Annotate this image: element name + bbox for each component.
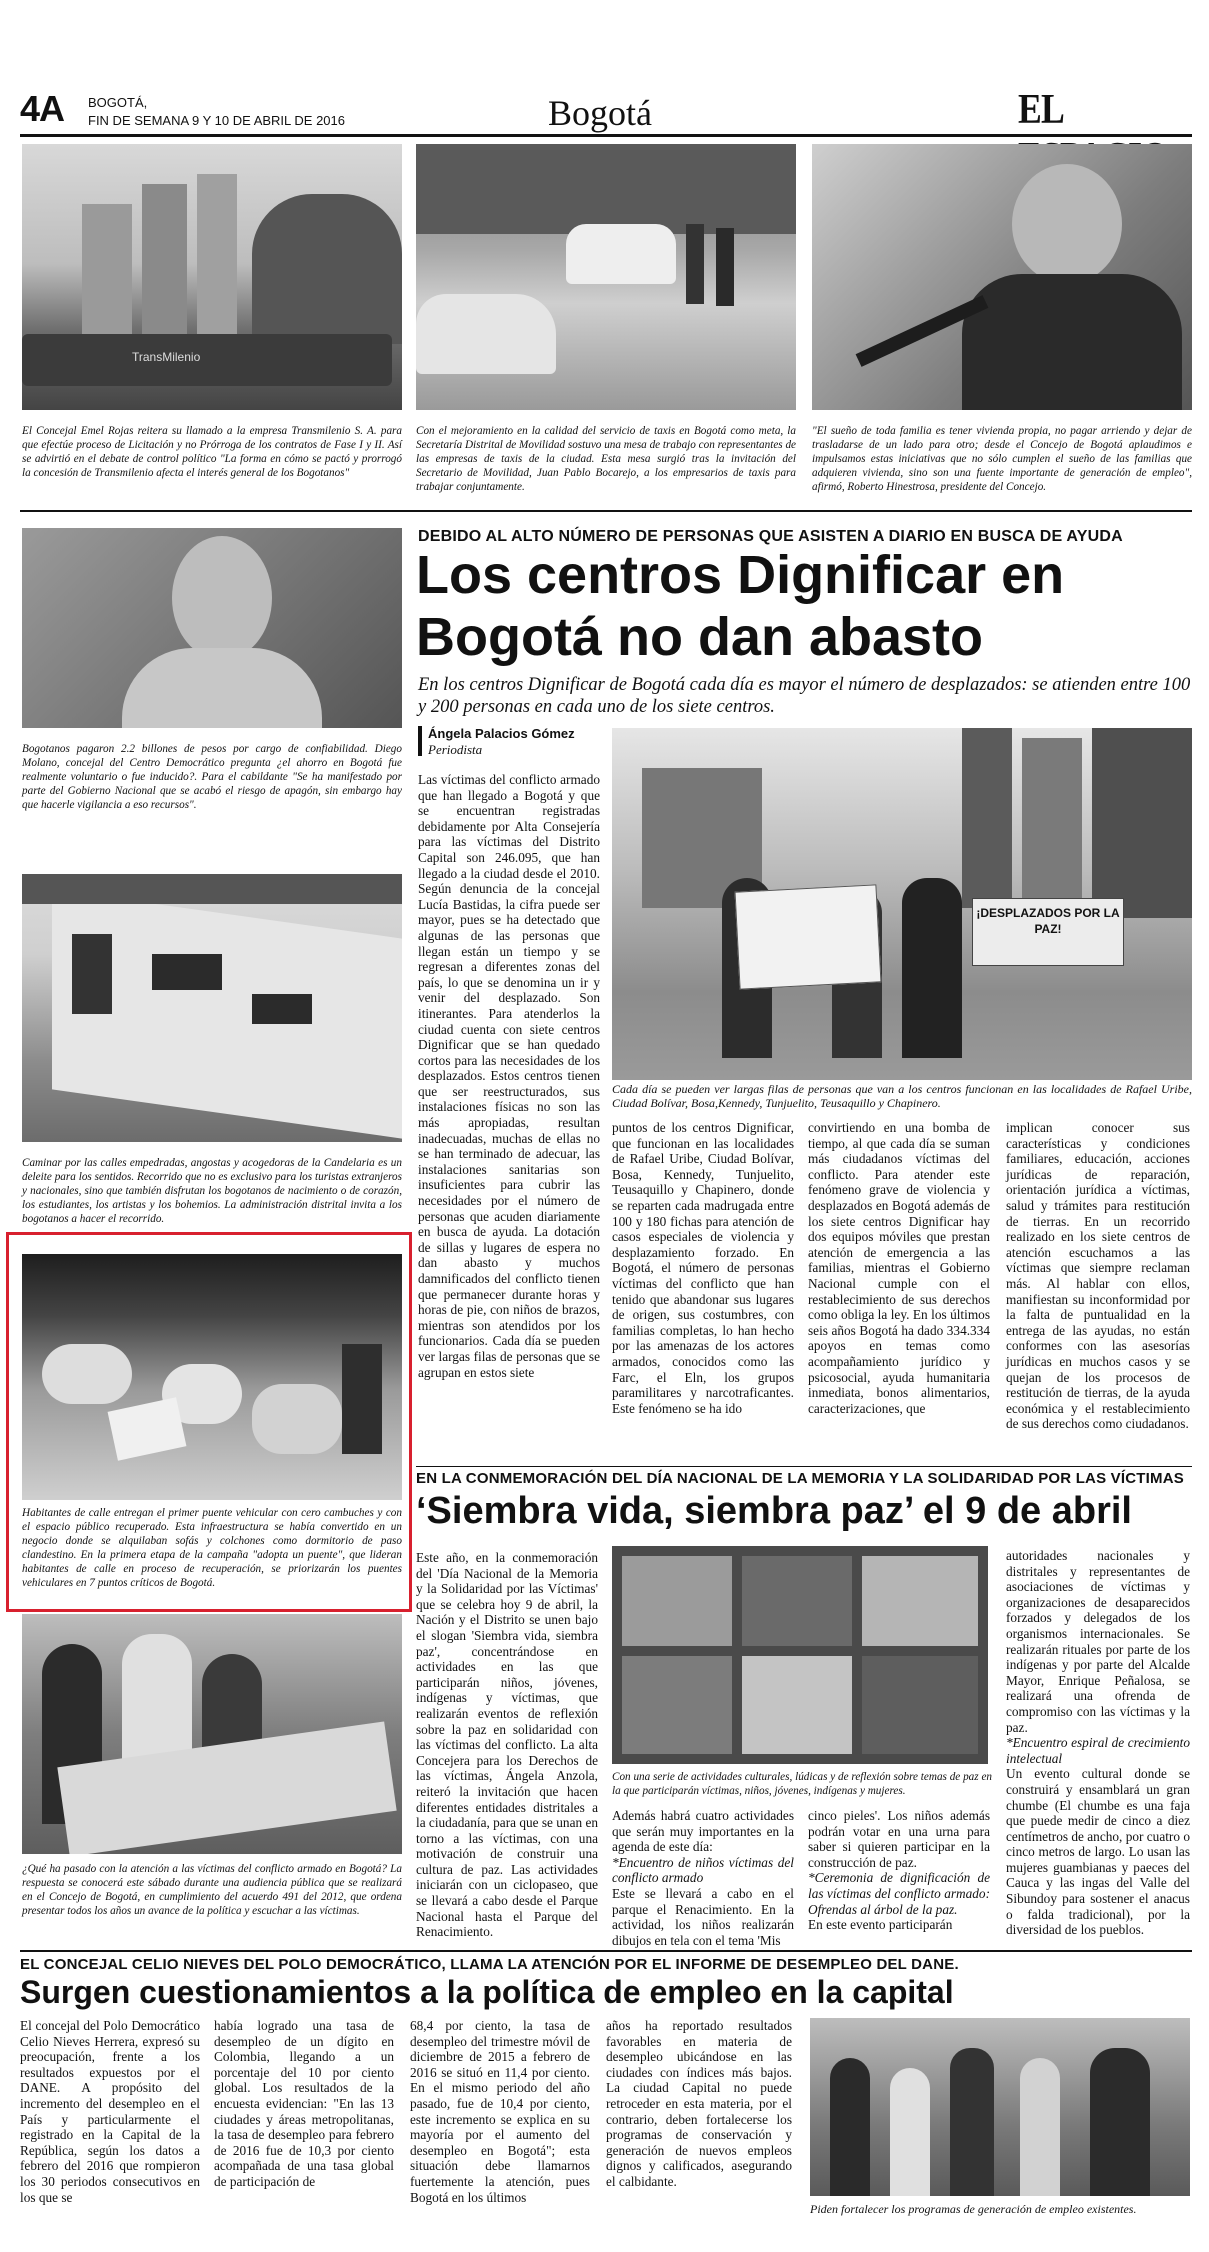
- photo-taxis: [416, 144, 796, 410]
- photo-candelaria: [22, 874, 402, 1142]
- second-col-3: [808, 1808, 990, 1933]
- masthead: EL: [1018, 87, 1062, 133]
- main-headline-line2: Bogotá no dan abasto: [416, 607, 983, 667]
- third-story-rule: [20, 1950, 1192, 1952]
- second-col-4-text-b: Un evento cultural donde se construirá y ensamblará un gran chumbe (El chumbe es una faja que puede medir de cinco a diez centímetros de ancho, por cuatro o cinco metros de largo. Lo usan las mujeres guambianas y paeces del Cauca y las ingas del Valle del Sibundoy para sostener el anacus o falda tradicional), por la diversidad de los pueblos.: [1006, 1766, 1190, 1938]
- third-col-3: 68,4 por ciento, la tasa de desempleo del trimestre móvil de diciembre de 2015 a febrero de 2016 se situó en 11,4 por ciento. En el mismo periodo del año pasado, fue de 10,4 por ciento, este incremento se explica en su mayoría por el aumento del desempleo en Bogotá"; esta situación debe llamarnos fuertemente la atención, pues Bogotá en los últimos: [410, 2018, 590, 2205]
- header-rule: [20, 134, 1192, 137]
- page-number: 4A: [20, 88, 65, 129]
- photo-empleo: [810, 2018, 1190, 2196]
- header-date: FIN DE SEMANA 9 Y 10 DE ABRIL DE 2016: [88, 113, 345, 128]
- main-kicker: DEBIDO AL ALTO NÚMERO DE PERSONAS QUE ASISTEN A DIARIO EN BUSCA DE AYUDA: [418, 528, 1123, 545]
- second-col-2: [612, 1808, 794, 1948]
- caption-puente: Habitantes de calle entregan el primer puente vehicular con cero cambuches y con el espacio público recuperado. Esta infraestructura se había convertido en un negocio donde se alquilaban sofás y colchones como dormitorio de paso clandestino. En la primera etapa de la campaña "adopta un puente", que lideran habitantes de calle en proceso de recuperación, se priorizarán los puentes vehiculares en 7 puntos críticos de Bogotá.: [22, 1507, 402, 1589]
- second-col-4: [1006, 1548, 1190, 1938]
- byline-role: Periodista: [428, 742, 483, 757]
- main-col-3: convirtiendo en una bomba de tiempo, al que cada día se suman más ciudadanos víctimas del conflicto. Para atender este fenómeno grave de violencia y desplazados en Bogotá además de los siete centros Dignificar hay dos equipos móviles que prestan atención de emergencia a las familias, mientras el Gobierno Nacional cumple con el restablecimiento de sus derechos como obliga la ley. En los últimos seis años Bogotá ha dado 334.334 apoyos en temas como acompañamiento jurídico y psicosocial, ayuda humanitaria inmediata, bonos alimentarios, caracterizaciones, que: [808, 1120, 990, 1416]
- caption-molano: Bogotanos pagaron 2.2 billones de pesos por cargo de confiabilidad. Diego Molano, concejal del Centro Democrático pregunta ¿el ahorro en Bogotá fue realmente voluntario o fue inducido?. Para el cabildante "Se ha manifestado por parte del Gobierno Nacional que se acabó el riesgo de apagón, sin embargo hay que hacerle vigilancia a eso recursos".: [22, 743, 402, 811]
- caption-victimas: ¿Qué ha pasado con la atención a las víctimas del conflicto armado en Bogotá? La respuesta se conocerá este sábado durante una audiencia pública que se realizará en el Concejo de Bogotá, en cumplimiento del acuerdo 491 del 2012, que ordena presentar todos los años un avance de la política y escuchar a las víctimas.: [22, 1863, 402, 1917]
- second-col-2-text-b: Este se llevará a cabo en el parque el Renacimiento. En la actividad, los niños realizarán dibujos en tela con el tema 'Mis: [612, 1885, 794, 1948]
- caption-taxis: Con el mejoramiento en la calidad del servicio de taxis en Bogotá como meta, la Secretaría Distrital de Movilidad sostuvo una mesa de trabajo con representantes de las empresas de taxis de la ciudad. Esta mesa surgió tras la invitación del Secretario de Movilidad, Juan Pablo Bocarejo, a los empresarios de taxis para trabajar conjuntamente.: [416, 425, 797, 493]
- second-kicker: EN LA CONMEMORACIÓN DEL DÍA NACIONAL DE LA MEMORIA Y LA SOLIDARIDAD POR LAS VÍCTIMAS: [416, 1470, 1184, 1487]
- header-city: BOGOTÁ,: [88, 95, 148, 110]
- photo-diego-molano: [22, 528, 402, 728]
- photo-transmilenio: [22, 144, 402, 410]
- byline-bar: [418, 726, 422, 756]
- main-col-1: Las víctimas del conflicto armado que han llegado a Bogotá y que se encuentran registradas debidamente por Alta Consejería para las víctimas del Distrito Capital son 246.095, que han llegado a la ciudad desde el 2010. Según denuncia de la concejal Lucía Bastidas, la cifra puede ser mayor, pues se ha detectado que algunas de las personas que llegan están un tiempo y se regresan a diferentes zonas del país, lo que se denomina un ir y venir del desplazado. Son itinerantes. Para atenderlos la ciudad cuenta con siete centros Dignificar que se han quedado cortos para las necesidades de los desplazados. Estos centros tienen que ser reestructurados, sus instalaciones físicas no son las más apropiadas, resultan inadecuadas, muchas de ellas no se han terminado de adecuar, las instalaciones sanitarias son insuficientes para cubrir las necesidades por el número de personas que acuden diariamente en busca de ayuda. La dotación de sillas y lugares de espera no dan abasto y muchos damnificados del conflicto tienen que permanecer durante horas y horas de pie, con niños de brazos, mientras son atendidos por los funcionarios. Cada día se pueden ver largas filas de personas que se agrupan en estos siete: [418, 772, 600, 1380]
- highlight-box: [6, 1232, 412, 1612]
- second-col-2-subhead: *Encuentro de niños víctimas del conflicto armado: [612, 1854, 794, 1886]
- bus-label: TransMilenio: [132, 350, 201, 364]
- third-kicker: EL CONCEJAL CELIO NIEVES DEL POLO DEMOCRÁTICO, LLAMA LA ATENCIÓN POR EL INFORME DE DESEMPLEO DEL DANE.: [20, 1956, 959, 1973]
- photo-dignificar-queue: [612, 728, 1192, 1080]
- third-col-4: años ha reportado resultados favorables en materia de desempleo ubicándose en las ciudades con índices más bajos. La ciudad Capital no puede retroceder en esta materia, por el contrario, deben fortalecerse los programas de conservación y generación de nuevos empleos dignos y calificados, asegurando el calbidante.: [606, 2018, 792, 2189]
- byline-name: Ángela Palacios Gómez: [428, 726, 575, 741]
- main-col-2: puntos de los centros Dignificar, que funcionan en las localidades de Rafael Uribe, Ciudad Bolívar, Bosa, Kennedy, Tunjuelito, Teusaquillo y Chapinero, donde se reparten cada madrugada entre 100 y 180 fichas para atención de casos especiales de violencia y desplazamiento forzado. En Bogotá, el número de personas víctimas del conflicto que han tenido que abandonar sus lugares de origen, sus costumbres, con familias completas, lo han hecho por las amenazas de los actores armados, conocidos como las Farc, el Eln, los grupos paramilitares y narcotraficantes. Este fenómeno se ha ido: [612, 1120, 794, 1416]
- section-title: Bogotá: [548, 93, 652, 133]
- second-col-2-text: Además habrá cuatro actividades que serán muy importantes en la agenda de este día:: [612, 1808, 794, 1855]
- second-col-4-text: autoridades nacionales y distritales y representantes de asociaciones de víctimas y organizaciones de desaparecidos forzados y delegados de los organismos internacionales. Se realizarán rituales por parte de los indígenas y por parte del Alcalde Mayor, Enrique Peñalosa, se realizará una ofrenda de compromiso con las víctimas y la paz.: [1006, 1548, 1190, 1735]
- second-col-3-text: cinco pieles'. Los niños además podrán votar en una urna para saber si quieren participar en la construcción de paz.: [808, 1808, 990, 1870]
- main-col-4: implican conocer sus características y condiciones familiares, educación, acciones jurídicas de reparación, orientación jurídica a víctimas, salud y trámites para restitución de tierras. En un recorrido realizado en los siete centros de atención escuchamos a las víctimas que siempre reclaman más. Al hablar con ellos, manifiestan su inconformidad por la falta de puntualidad en la entrega de las ayudas, no están conformes con las asesorías jurídicas en muchos casos y se quejan de los procesos de restitución de tierras, de la ayuda económica y el restablecimiento de sus derechos como ciudadanos.: [1006, 1120, 1190, 1432]
- photo-memoria-collage: [612, 1546, 988, 1764]
- caption-empleo: Piden fortalecer los programas de generación de empleo existentes.: [810, 2202, 1137, 2216]
- caption-candelaria: Caminar por las calles empedradas, angostas y acogedoras de la Candelaria es un deleite para los sentidos. Recorrido que no es exclusivo para los turistas extranjeros y nacionales, sino que también disfrutan los bogotanos de nacimiento o de corazón, los estudiantes, los artistas y los bohemios. La administración distrital invita a los bogotanos a hacer el recorrido.: [22, 1157, 402, 1225]
- banner-text: ¡DESPLAZADOS POR LA PAZ!: [972, 898, 1124, 966]
- photo-concejo-president: [812, 144, 1192, 410]
- second-story-rule: [416, 1466, 1192, 1467]
- caption-transmilenio: El Concejal Emel Rojas reitera su llamado a la empresa Transmilenio S. A. para que efectúe proceso de Licitación y no Prórroga de los contratos de Fase I y II. Así se advirtió en el debate de control político "La forma en cómo se pactó y prorrogó la concesión de Transmilenio afecta el interés general de los Bogotanos": [22, 425, 402, 479]
- top-section-rule: [20, 510, 1192, 512]
- second-col-3-text-b: En este evento participarán: [808, 1917, 953, 1933]
- second-headline: ‘Siembra vida, siembra paz’ el 9 de abril: [416, 1490, 1132, 1532]
- second-col-4-subhead: *Encuentro espiral de crecimiento intelectual: [1006, 1735, 1190, 1766]
- main-headline-line1: Los centros Dignificar en: [416, 545, 1065, 605]
- second-col-3-subhead: *Ceremonia de dignificación de las víctimas del conflicto armado: Ofrendas al árbol de la paz.: [808, 1870, 990, 1917]
- third-col-2: había logrado una tasa de desempleo de un dígito en Colombia, llegando a un porcentaje del 10 por ciento global. Los resultados de la encuesta evidencian: "En las 13 ciudades y áreas metropolitanas, la tasa de desempleo para febrero de 2016 fue de 10,3 por ciento acompañada de una tasa global de participación de: [214, 2018, 394, 2189]
- main-deck: En los centros Dignificar de Bogotá cada día es mayor el número de desplazados: se atienden entre 100 y 200 personas en cada uno de los siete centros.: [418, 675, 1191, 717]
- second-col-1: Este año, en la conmemoración del 'Día Nacional de la Memoria y la Solidaridad por las Víctimas' que se celebra hoy 9 de abril, la Nación y el Distrito se unen bajo el slogan 'Siembra vida, siembra paz', concentrándose en actividades en las que participarán niños, jóvenes, indígenas y víctimas, que realizarán eventos de reflexión sobre la paz en solidaridad con las víctimas del conflicto. La alta Concejera para los Derechos de las víctimas, Ángela Anzola, reiteró la invitación que hacen diferentes entidades distritales a la ciudadanía, para que se unan en torno a las víctimas, con una motivación de construir una cultura de paz. Las actividades iniciarán con un ciclopaseo, que se llevará a cabo desde el Parque Nacional hasta el Parque del Renacimiento.: [416, 1550, 599, 1940]
- caption-dignificar: Cada día se pueden ver largas filas de personas que van a los centros funcionan en las localidades de Rafael Uribe, Ciudad Bolívar, Bosa,Kennedy, Tunjuelito, Teusaquillo y Chapinero.: [612, 1082, 1192, 1110]
- caption-memoria: Con una serie de actividades culturales, lúdicas y de reflexión sobre temas de paz en la que participarán víctimas, niños, jóvenes, indígenas y mujeres.: [612, 1771, 992, 1797]
- caption-vivienda: "El sueño de toda familia es tener vivienda propia, no pagar arriendo y dejar de trasladarse de un lado para otro; desde el Concejo de Bogotá aplaudimos e impulsamos estas iniciativas que no sólo cumplen el sueño de las familias que adquieren vivienda, sino son una fuente importante de generación de empleo", afirmó, Roberto Hinestrosa, presidente del Concejo.: [812, 425, 1192, 493]
- third-col-1: El concejal del Polo Democrático Celio Nieves Herrera, expresó su preocupación, frente a los resultados expuestos por el DANE. A propósito del incremento del desempleo en el País y particularmente el registrado en la Capital de la República, según los datos a febrero del 2016 que rompieron los 30 periodos consecutivos en los que se: [20, 2018, 200, 2205]
- third-headline: Surgen cuestionamientos a la política de empleo en la capital: [20, 1974, 954, 2010]
- photo-victimas: [22, 1614, 402, 1854]
